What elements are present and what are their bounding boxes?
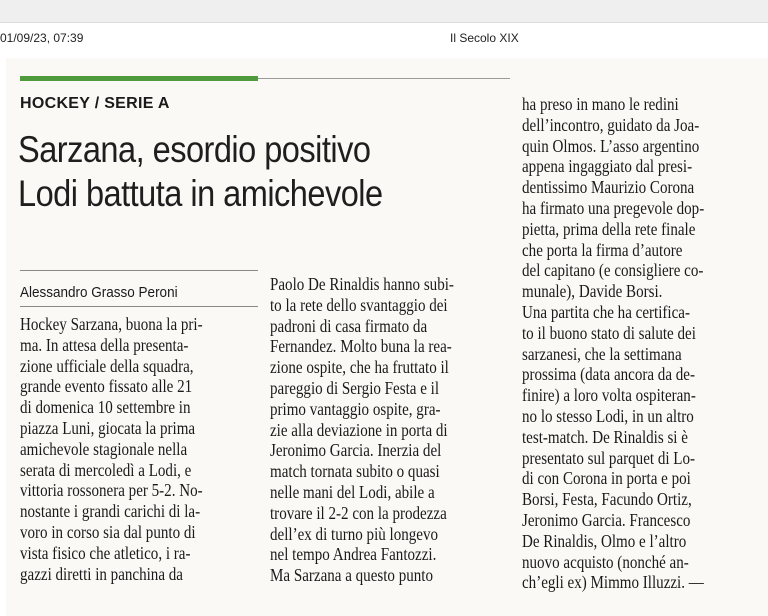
- article-text-line: piazza Luni, giocata la prima: [20, 417, 196, 438]
- article-text-line: Ma Sarzana a questo punto: [270, 565, 433, 586]
- article-text-line: De Rinaldis, Olmo e l’altro: [522, 530, 687, 551]
- headline-line-1: Sarzana, esordio positivo: [18, 129, 371, 170]
- article-text-line: dell’incontro, guidato da Joa-: [522, 114, 700, 135]
- article-text-line: nuovo acquisto (nonché an-: [522, 551, 689, 572]
- article-text-line: Borsi, Festa, Facundo Ortiz,: [522, 489, 692, 510]
- article-text-line: finire) a loro volta ospiteran-: [522, 385, 696, 406]
- article-text-line: trovare il 2-2 con la prodezza: [270, 502, 447, 523]
- article-text-line: nel tempo Andrea Fantozzi.: [270, 544, 437, 565]
- article-text-line: Hockey Sarzana, buona la pri-: [20, 314, 203, 334]
- print-date: 01/09/23, 07:39: [0, 31, 84, 45]
- article-text-line: del capitano (e consigliere co-: [522, 260, 704, 281]
- article-text-line: ma. In attesa della presenta-: [20, 334, 189, 355]
- section-divider-rule: [258, 78, 510, 79]
- headline-line-2: Lodi battuta in amichevole: [18, 173, 383, 214]
- article-byline: Alessandro Grasso Peroni: [20, 284, 178, 301]
- article-text-line: di con Corona in porta e poi: [522, 468, 691, 489]
- article-text-line: to il buono stato di salute dei: [522, 322, 696, 343]
- article-text-line: pietta, prima della rete finale: [522, 218, 696, 239]
- article-text-line: test-match. De Rinaldis si è: [522, 426, 688, 447]
- article-text-line: ha preso in mano le redini: [522, 94, 679, 114]
- article-text-line: voro in corso sia dal punto di: [20, 521, 196, 542]
- article-text-line: zie alla deviazione in porta di: [270, 419, 448, 440]
- article-text-line: ha firmato una pregevole dop-: [522, 197, 705, 218]
- article-text-line: appena ingaggiato dal presi-: [522, 156, 693, 177]
- article-text-line: Fernandez. Molto buna la rea-: [270, 336, 452, 357]
- article-text-line: ch’egli ex) Mimmo Illuzzi. —: [522, 572, 704, 593]
- article-text-line: Jeronimo Garcia. Francesco: [522, 509, 691, 530]
- article-text-line: dentissimo Maurizio Corona: [522, 177, 695, 198]
- article-text-line: presentato sul parquet di Lo-: [522, 447, 696, 468]
- article-text-line: sarzanesi, che la settimana: [522, 343, 682, 364]
- article-text-line: pareggio di Sergio Festa e il: [270, 377, 440, 398]
- article-text-line: serata di mercoledì a Lodi, e: [20, 459, 192, 480]
- section-accent-rule: [20, 76, 258, 81]
- article-text-line: vittoria rossonera per 5-2. No-: [20, 480, 203, 501]
- article-text-line: no lo stesso Lodi, in un altro: [522, 405, 694, 426]
- article-column-3: [522, 94, 756, 593]
- article-column-1: [20, 314, 258, 584]
- article-kicker: HOCKEY / SERIE A: [20, 95, 170, 112]
- browser-top-bar: [0, 0, 768, 23]
- article-text-line: nelle mani del Lodi, abile a: [270, 481, 435, 502]
- print-source-title: Il Secolo XIX: [450, 31, 519, 45]
- article-text-line: amichevole stagionale nella: [20, 438, 188, 459]
- article-text-line: Una partita che ha certifica-: [522, 301, 690, 322]
- article-text-line: che porta la firma d’autore: [522, 239, 683, 260]
- article-text-line: zione ufficiale della squadra,: [20, 355, 194, 376]
- byline-rule-bottom: [20, 306, 258, 307]
- article-text-line: prossima (data ancora da de-: [522, 364, 695, 385]
- article-text-line: match tornata subito o quasi: [270, 461, 440, 482]
- byline-rule-top: [20, 270, 258, 271]
- article-text-line: grande evento fissato alle 21: [20, 376, 193, 397]
- article-text-line: padroni di casa firmato da: [270, 315, 428, 336]
- article-text-line: zione ospite, che ha fruttato il: [270, 357, 449, 378]
- article-text-line: munale), Davide Borsi.: [522, 281, 663, 302]
- article-text-line: gazzi diretti in panchina da: [20, 563, 183, 584]
- article-text-line: Paolo De Rinaldis hanno subi-: [270, 274, 454, 294]
- article-column-2: [270, 274, 510, 586]
- article-text-line: quin Olmos. L’asso argentino: [522, 135, 700, 156]
- article-text-line: vista fisico che atletico, i ra-: [20, 542, 191, 563]
- article-text-line: nostante i grandi carichi di la-: [20, 501, 201, 522]
- article-text-line: to la rete dello svantaggio dei: [270, 294, 448, 315]
- article-text-line: Jeronimo Garcia. Inerzia del: [270, 440, 442, 461]
- article-text-line: primo vantaggio ospite, gra-: [270, 398, 441, 419]
- article-text-line: di domenica 10 settembre in: [20, 397, 191, 418]
- article-text-line: dell’ex di turno più longevo: [270, 523, 439, 544]
